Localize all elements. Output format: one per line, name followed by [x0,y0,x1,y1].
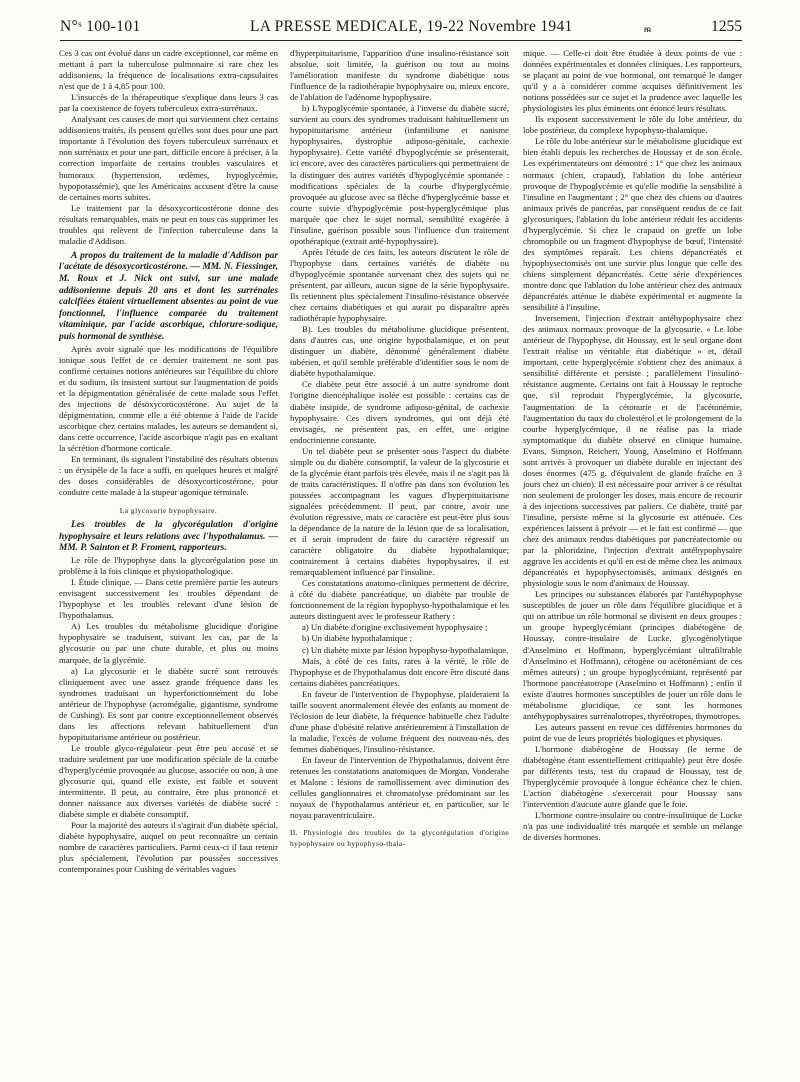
paragraph: L'hormone contre-insulaire ou contre-insulinique de Lucke n'a pas une individualité très marquée et semble un mélange de diverses hormones. [523,810,742,843]
article-heading: Les troubles de la glycorégulation d'origine hypophysaire et leurs relations avec l'hypothalamus. — MM. P. Sainton et P. Froment, rapporteurs. [59,520,278,554]
paragraph: Le trouble glyco-régulateur peut être peu accusé et se traduire seulement par une modification spéciale de la courbe d'hyperglycémie provoquée au glucose, associée ou non, à une glycosurie qui, quand elle existe, est faible et souvent intermittente. Il peut, au contraire, être plus prononcé et donner naissance aux diverses variétés de diabète sucré : diabète simple et diabète consomptif. [59,742,278,820]
paragraph: Mais, à côté de ces faits, rares à la vérité, le rôle de l'hypophyse et de l'hypothalamus doit encore être discuté dans certains diabètes pancréatiques. [290,655,509,688]
header-mark: ᵯ [644,24,652,34]
paragraph: Le rôle du lobe antérieur sur le métabolisme glucidique est bien établi depuis les recherches de Houssay et de son école. Les expérimentateurs ont démontré : 1° que chez les animaux normaux (chien, crapaud), l'ablation du lobe antérieur provoque de l'hypoglycémie et qu'elle modifie la sensibilité à l'insuline en l'augmentant ; 2° que chez des chiens ou d'autres animaux privés de pancréas, par conséquent rendus de ce fait glycosuriques, l'ablation du lobe antérieur réduit les accidents d'hyperglycémie. Si chez le crapaud on greffe un lobe chromophile ou un fragment d'hypophyse de bœuf, l'intensité des symptômes reparaît. Les chiens dépancréatés et hypophysectomisés ont une survie plus longue que celle des chiens simplement dépancréatés. Cette série d'expériences montre donc que l'ablation du lobe antérieur chez des animaux dépancréatés atténue le diabète expérimental et augmente la sensibilité à l'insuline. [523,136,742,313]
list-item: a) Un diabète d'origine exclusivement hypophysaire ; [302,622,488,633]
paragraph: mique. — Celle-ci doit être étudiée à deux points de vue : données expérimentales et données cliniques. Les rapporteurs, se plaçant au point de vue hormonal, ont remarqué le danger qu'il y a à considérer comme acquises définitivement les notions possédées sur ce sujet et la prudence avec laquelle les physiologistes les plus éminents ont énoncé leurs résultats. [523,48,742,114]
paragraph: Les principes ou substances élaborés par l'antéhypophyse susceptibles de jouer un rôle dans l'équilibre glucidique et à qui on attribue un rôle hormonal se divisent en deux groupes : un groupe hyperglycémiant (principes diabétogène de Houssay, contre-insulaire de Lucke, glycogénolytique d'Anselmino et Hoffmann, hyperglycémiant ultrafiltrable d'Anselmino et Hoffmann), cétogène ou acétonémiant de ces mêmes auteurs) ; un groupe hypoglycémiant, représenté par l'hormone pancréatotrope (Anselmino et Hoffmann) ; enfin il existe d'autres hormones susceptibles de jouer un rôle dans le métabolisme glucidique, ce sont les hormones antéhypophysaires surrénalotropes, thyréotropes, thymotropes. [523,589,742,721]
column-2 [290,48,509,1078]
journal-title: LA PRESSE MEDICALE, [250,18,423,35]
paragraph: a) La glycosurie et le diabète sucré sont retrouvés cliniquement avec une assez grande fréquence dans les syndromes traduisant un hyperfonctionnement du lobe antérieur de l'hypophyse (acromégalie, gigantisme, syndrome de Cushing). Es sont par contre exceptionnellement observés dans les affections relevant habituellement d'un hypopituitarisme antérieur ou postérieur. [59,665,278,742]
article-heading: A propos du traitement de la maladie d'Addison par l'acétate de désoxycorticostérone. — MM. N. Fiessinger, M. Roux et J. Nick ont suivi, sur une malade addisonienne depuis 20 ans et dont les surrénales calcifiées étaient virtuellement absentes au point de vue fonctionnel, l'influence comparée du traitement vitaminique, par l'acide ascorbique, chlorure-sodique, puis hormonal de synthèse. [59,250,278,342]
issue-number: N°ˢ 100-101 [60,18,141,35]
paragraph: Ce diabète peut être associé à un autre syndrome dont l'origine diencéphalique isolée est possible : certains cas de diabète insipide, de syndrome adiposo-génital, de cachexie hypophysaire. Ces divers syndromes, qui ont déjà été envisagés, ne présentent pas, en effet, une origine endocrinienne constante. [290,379,509,445]
paragraph: d'hyperpituitarisme, l'apparition d'une insulino-résistance soit absolue, soit limitée, la guérison ou tout au moins l'amélioration manifeste du syndrome diabétique sous l'influence de la radiothérapie hypophysaire ou, mieux encore, de l'ablation de l'adénome hypophysaire. [290,48,509,103]
subsection-heading: II. Physiologie des troubles de la glycorégulation d'origine hypophysaire ou hypophyso-thala- [290,828,509,849]
paragraph: L'insuccès de la thérapeutique s'explique dans leurs 3 cas par la coexistence de foyers tuberculeux extra-surrénaux. [59,92,278,114]
list-item: b) Un diabète hypothalamique ; [302,633,413,644]
paragraph: En faveur de l'intervention de l'hypothalamus, doivent être retenues les constatations anatomiques de Morgan, Vonderahe et Malone : lésions de ramollissement avec diminution des cellules ganglionnaires et chromatolyse prédominant sur les noyaux de l'hypothalamus antérieur et, en particulier, sur le noyau paraventriculaire. [290,755,509,821]
paragraph: B). Les troubles du métabolisme glucidique présentent, dans d'autres cas, une origine hypothalamique, et on peut distinguer un diabète, dénommé généralement diabète tubérien, et qu'il semble préférable d'identifier sous le nom de diabète hypothalamique. [290,324,509,379]
column-1 [59,48,278,1078]
paragraph: Inversement, l'injection d'extrait antéhypophysaire chez des animaux normaux provoque de la glycosurie. « Le lobe antérieur de l'hypophyse, dit Houssay, est le seul organe dont l'extrait réalise un véritable état diabétique » et, détail important, cette hyperglycémie s'obtient chez des animaux à sensibilité différente et persiste ; parallèlement l'insulino-résistance augmente. Certains ont fait à Houssay le reproche que, s'il reproduit l'hyperglycémie, la glycosurie, l'augmentation de la cétonurie et de l'acétonémie, l'augmentation du taux du cholestérol et le prolongement de la courbe hyperglycémique, il ne réalise pas la triade symptomatique du diabète observé en clinique humaine. Evans, Simpson, Reichert, Young, Anselmino et Hoffmann sont arrivés à provoquer un diabète durable en injectant des doses énormes (475 g. d'équivalent de glande fraîche en 3 jours chez un chien). Il est nécessaire pour arriver à ce résultat non seulement de prolonger les doses, mais encore de recourir à des injections successives par paliers. Ce diabète, traité par l'insuline, persiste même si la glycosurie est atténuée. Ces expériences laissent à prévoir — et le fait est confirmé — que chez des animaux rendus diabétiques par pancréatectomie ou par la phloridzine, l'injection d'extrait antéhypophysaire aggrave les accidents et qu'il en est de même chez les animaux dépancréatés et hypophysectomisés, animaux désignés en physiologie sous le nom d'animaux de Houssay. [523,313,742,589]
list-item: c) Un diabète mixte par lésion hypophyso-hypothalamique. [302,644,509,655]
paragraph: Ils exposent successivement le rôle du lobe antérieur, du lobe postérieur, du complexe hypophyso-thalamique. [523,114,742,136]
paragraph: En faveur de l'intervention de l'hypophyse, plaideraient la taille souvent anormalement élevée des enfants au moment de l'éclosion de leur diabète, la fréquence habituelle chez l'adulte d'une phase d'obésité relative antérieurement à l'installation de la maladie, l'excès de volume fréquent des nouveau-nés, des femmes diabétiques, l'insulino-résistance. [290,688,509,754]
paragraph: Analysant ces causes de mort qui surviennent chez certains addisoniens traités, ils pensent qu'elles sont dues pour une part importante à l'évolution des foyers tuberculeux surrénaux et non surrénaux et pour une part, difficile encore à préciser, à la correction imparfaite de certains troubles vasculaires et humoraux (hypertension, œdèmes, hypoglycémie, hypopotassémie), que les Américains accusent d'être la cause de certaines morts subites. [59,114,278,202]
paragraph: b) L'hypoglycémie spontanée, à l'inverse du diabète sucré, survient au cours des syndromes traduisant habituellement un hypopituitarisme antérieur (infantilisme et nanisme hypophysaires, dystrophie adiposo-génitale, cachexie hypophysaire). Cette variété d'hypoglycémie se présenterait, ici encore, avec des caractères particuliers qui permettraient de la distinguer des autres variétés d'hypoglycémie spontanée : modifications spéciales de la courbe d'hyperglycémie provoquée au glucose avec sa flèche d'hyperglycémie basse et courte suivie d'hypoglycémie post-hyperglycémique plus marquée que chez le sujet normal, sensibilité exagérée à l'insuline, guérison possible sous l'influence d'un traitement opothérapique (extrait anté-hypophysaire). [290,103,509,246]
paragraph: Ces constatations anatomo-cliniques permettent de décrire, à côté du diabète pancréatique, un diabète par trouble de fonctionnement de la région hypophyso-hypothalamique et les auteurs distinguent avec le professeur Rathery : [290,578,509,622]
issue-date: 19-22 Novembre 1941 [426,18,573,35]
paragraph: Après avoir signalé que les modifications de l'équilibre ionique sous l'effet de ce dernier traitement ne sont pas confirmé certaines notions antérieures sur l'équilibre du chlore et du sodium, ils insistent surtout sur l'augmentation de poids et la dépigmentation généralisée de cette malade sous l'effet des injections de désoxycorticostérone. Au sujet de la dépigmentation, comme elle a été obtenue à l'aide de l'acide ascorbique chez certains malades, les auteurs se demandent si, dans cette occurrence, l'acide ascorbique n'agit pas en exaltant la sécrétion d'hormone corticale. [59,343,278,454]
paragraph: Ces 3 cas ont évolué dans un cadre exceptionnel, car même en mettant à part la tuberculose pulmonaire si rare chez les addisoniens, la fréquence de localisations extra-capsulaires n'est que de 1 à 4,85 pour 100. [59,48,278,92]
page-number: 1255 [711,18,742,35]
paragraph: Les auteurs passent en revue ces différentes hormones du point de vue de leurs propriétés biologiques et physiques. [523,721,742,743]
running-header [60,18,742,41]
column-3 [523,48,742,1078]
paragraph: L'hormone diabétogène de Houssay (le terme de diabétogène étant essentiellement critiquable) peut être dosée par différents tests, test du crapaud de Houssay, test de l'hyperglycémie provoquée à longue échéance chez le chien. L'action diabétogène s'exercerait pour Houssay sans l'intervention d'aucune autre glande que le foie. [523,743,742,810]
journal-title-date [250,18,573,36]
paragraph: Le rôle de l'hypophyse dans la glycorégulation pose un problème à la fois clinique et physiopathologique. [59,555,278,577]
section-title: La glycosurie hypophysaire. [119,506,218,516]
paragraph: Pour la majorité des auteurs il s'agirait d'un diabète spécial, diabète hypophysaire, auquel on peut reconnaître un certain nombre de caractères particuliers. Parmi ceux-ci il faut retenir plus spécialement, l'évolution par poussées successives contemporaines pour Cushing de véritables vagues [59,820,278,875]
paragraph: Un tel diabète peut se présenter sous l'aspect du diabète simple ou du diabète consomptif, la valeur de la glycosurie et de la glycémie étant parfois très élevée, mais il ne s'agit pas là de traits caractéristiques. Il n'offre pas dans son évolution les poussées accompagnant les vagues d'hyperpituitarisme signalées précédemment. Il peut, par contre, avoir une évolution régressive, mais ce caractère est peut-être plus sous la dépendance de la nature de la lésion que de sa localisation, et il serait imprudent de faire du caractère régressif un caractère obligatoire du diabète hypothalamique; contrairement à certains diabètes hypophysaires, il est remarquablement influencé par l'insuline. [290,445,509,578]
paragraph: A) Les troubles du métabolisme glucidique d'origine hypophysaire se traduisent, suivant les cas, par de la glycosurie ou par une chute durable, et plus ou moins marquée, de la glycémie. [59,621,278,665]
paragraph: En terminant, ils signalent l'instabilité des résultats obtenus : un érysipèle de la face a suffi, en quelques heures et malgré des doses considérables de désoxycorticostérone, pour conduire cette malade à la stupeur agonique terminale. [59,454,278,498]
paragraph: Le traitement par la désoxycorticostérone donne des résultats remarquables, mais ne peut en tous cas supprimer les troubles qui relèvent de l'infection tuberculeuse dans la maladie d'Addison. [59,202,278,246]
paragraph: I. Étude clinique. — Dans cette première partie les auteurs envisagent successivement les troubles dépendant de l'hypophyse et les troubles relevant d'une lésion de l'hypothalamus. [59,577,278,621]
paragraph: Après l'étude de ces faits, les auteurs discutent le rôle de l'hypophyse dans certaines variétés de diabète ou d'hypoglycémie spontanée survenant chez des sujets qui ne présentent, par ailleurs, aucun signe de la série hypophysaire. Ils retiennent plus spécialement l'insulino-résistance observée chez certains diabétiques et qui aurait pu disparaître après radiothérapie hypophysaire. [290,246,509,324]
